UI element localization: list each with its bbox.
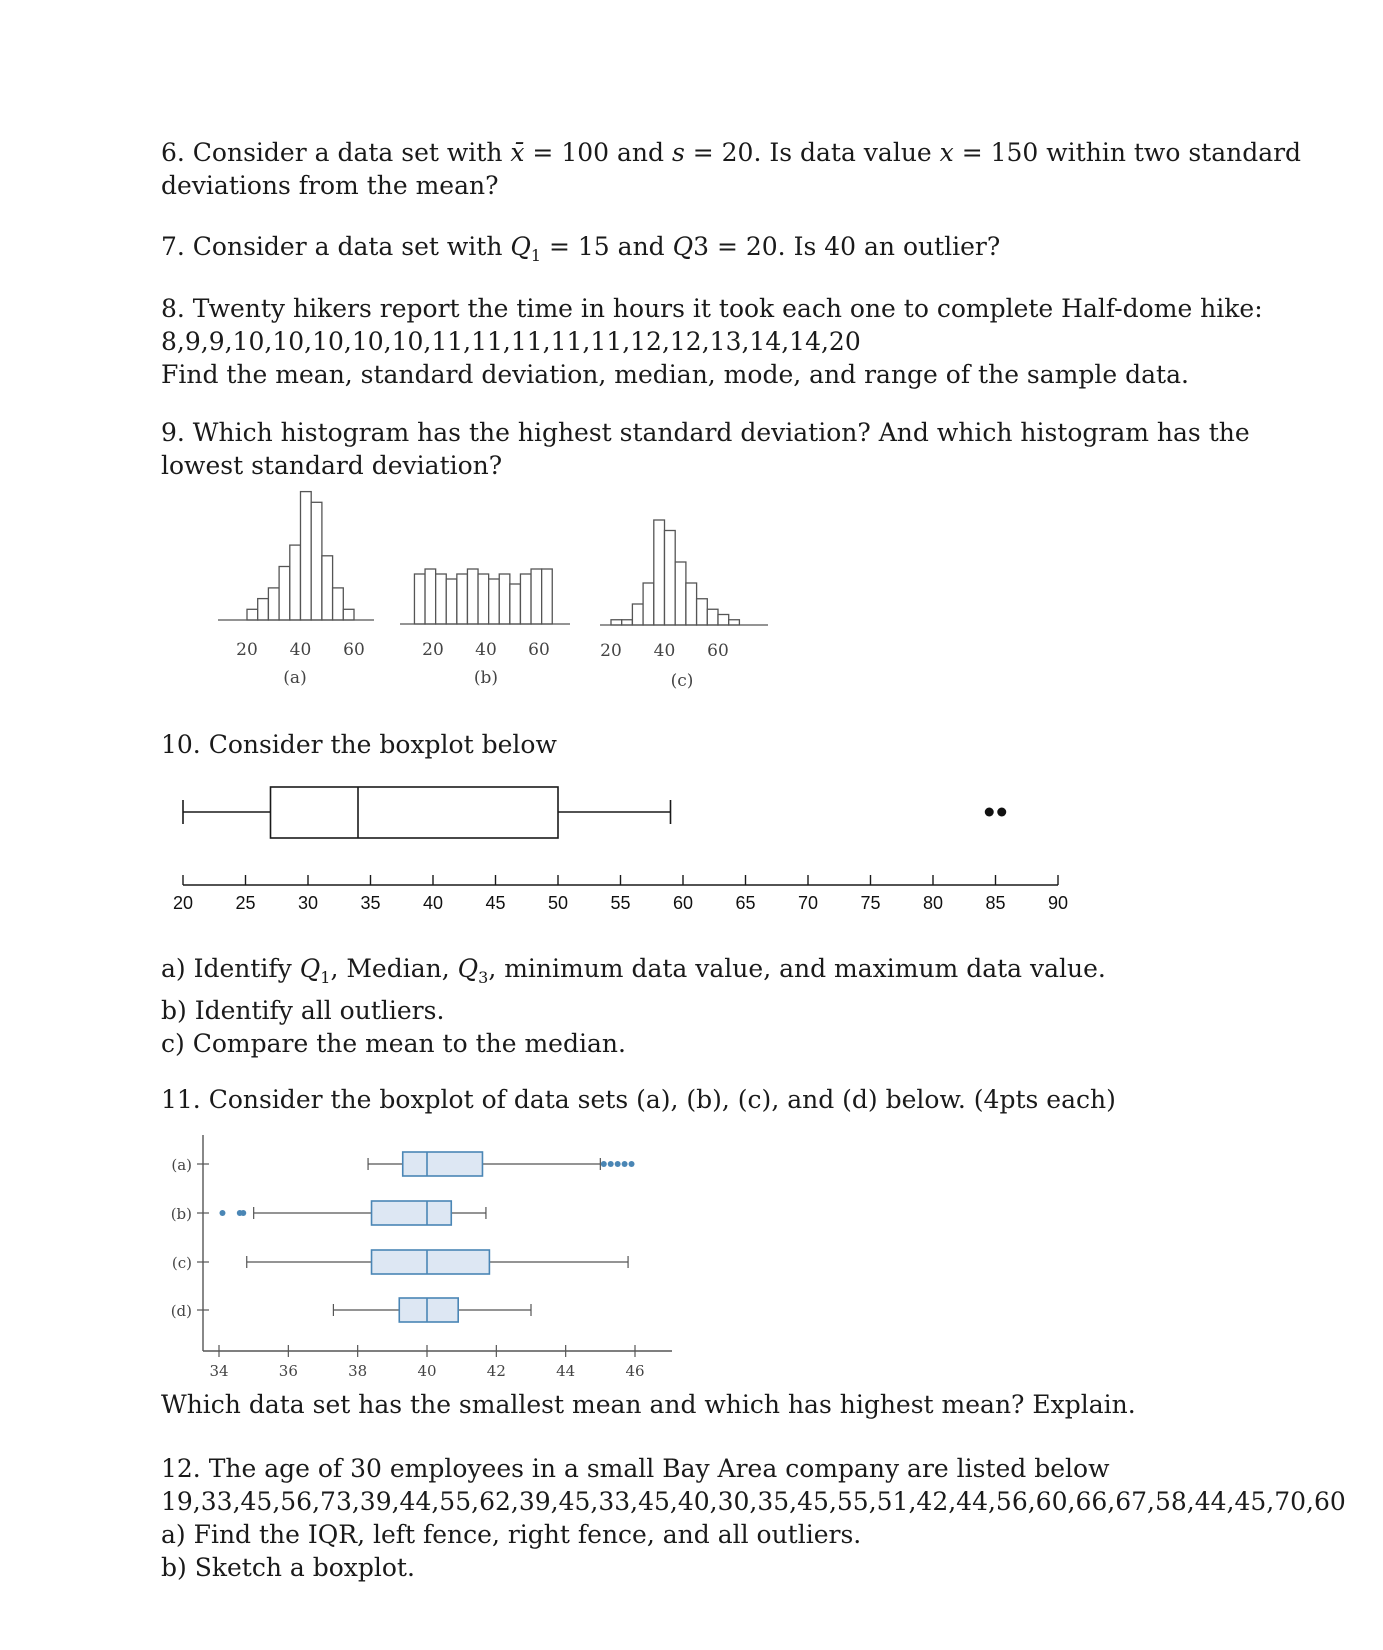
histogram-bar	[654, 520, 665, 625]
q6-line-2: deviations from the mean?	[161, 171, 499, 200]
histogram-bar	[333, 588, 344, 620]
employee-ages: 19,33,45,56,73,39,44,55,62,39,45,33,45,40,30,35,45,55,51,42,44,56,60,66,67,58,44,45,70,60	[161, 1487, 1346, 1516]
box-iqr	[403, 1152, 483, 1176]
histogram-bar	[247, 609, 258, 620]
histogram-bar	[268, 588, 279, 620]
question-9: 9. Which histogram has the highest standard deviation? And which histogram has the lowest standard deviation?	[161, 418, 1250, 480]
histogram-tick-label: 20	[236, 640, 258, 660]
histogram-bar	[531, 569, 542, 624]
histogram-tick-label: 20	[600, 641, 622, 661]
histogram-bar	[643, 583, 654, 625]
histogram-label: (a)	[283, 668, 307, 688]
histogram-tick-label: 60	[707, 641, 729, 661]
axis-tick-label: 30	[297, 893, 319, 913]
question-10-parts: a) Identify $Q_1$, Median, $Q_3$, minimum data value, and maximum data value. b) Identify all outliers. c) Compare the mean to the median.	[161, 954, 1106, 1058]
axis-tick-label: 20	[172, 893, 194, 913]
question-11-title: 11. Consider the boxplot of data sets (a), (b), (c), and (d) below. (4pts each)	[161, 1085, 1116, 1114]
outlier-point	[608, 1161, 614, 1167]
series-label: (c)	[171, 1254, 192, 1272]
histogram-bar	[542, 569, 553, 624]
outlier-point	[601, 1161, 607, 1167]
histogram-bar	[322, 556, 333, 620]
histogram-bar	[622, 620, 633, 625]
histogram-bar	[489, 579, 500, 624]
series-label: (b)	[170, 1205, 192, 1223]
histogram-bar	[414, 574, 425, 624]
series-label: (d)	[170, 1302, 192, 1320]
histogram-bar	[258, 599, 269, 620]
outlier-point	[985, 808, 994, 817]
outlier-point	[622, 1161, 628, 1167]
question-11-prompt: Which data set has the smallest mean and which has highest mean? Explain.	[161, 1390, 1136, 1419]
histogram-bar	[446, 579, 457, 624]
x-bar: x̄	[510, 138, 525, 167]
axis-tick-label: 50	[547, 893, 569, 913]
axis-tick-label: 36	[278, 1362, 298, 1380]
axis-tick-label: 70	[797, 893, 819, 913]
histogram-bar	[707, 609, 718, 625]
histogram-bar	[686, 583, 697, 625]
question-10-title: 10. Consider the boxplot below	[161, 730, 557, 759]
box-iqr	[271, 787, 559, 838]
axis-tick-label: 75	[860, 893, 881, 913]
axis-tick-label: 45	[485, 893, 506, 913]
histogram-bar	[279, 567, 290, 621]
histogram-b	[400, 569, 570, 688]
histogram-label: (b)	[473, 668, 499, 688]
outlier-point	[629, 1161, 635, 1167]
histogram-bar	[457, 574, 468, 624]
question-8: 8. Twenty hikers report the time in hours it took each one to complete Half-dome hike: 8,9,9,10,10,10,10,10,11,11,11,11,11,12,12,13,14,14,20 Find the mean, standard deviation, median, mode, and range of the sample data.	[161, 294, 1263, 389]
axis-tick-label: 55	[610, 893, 631, 913]
histogram-bar	[311, 502, 322, 620]
axis-tick-label: 46	[625, 1362, 645, 1380]
outlier-point	[219, 1210, 225, 1216]
histogram-bar	[718, 615, 729, 626]
histogram-tick-label: 40	[475, 640, 497, 660]
histogram-tick-label: 60	[343, 640, 365, 660]
histogram-bar	[697, 599, 708, 625]
histogram-bar	[520, 574, 531, 624]
axis-tick-label: 44	[556, 1362, 576, 1380]
histogram-bar	[478, 574, 489, 624]
outlier-point	[615, 1161, 621, 1167]
histogram-bar	[467, 569, 478, 624]
axis-tick-label: 34	[209, 1362, 229, 1380]
histogram-c	[600, 520, 768, 691]
axis-tick-label: 65	[735, 893, 756, 913]
histogram-tick-label: 40	[653, 641, 676, 661]
axis-tick-label: 25	[235, 893, 256, 913]
question-7: 7. Consider a data set with $Q_1 = 15$ and Q3 = 20. Is 40 an outlier?	[161, 232, 1001, 265]
question-12: 12. The age of 30 employees in a small Bay Area company are listed below 19,33,45,56,73,39,44,55,62,39,45,33,45,40,30,35,45,55,51,42,44,56,60,66,67,58,44,45,70,60 a) Find the IQR, left fence, right fence, and all outliers. b) Sketch a boxplot.	[161, 1454, 1346, 1582]
box-iqr	[399, 1298, 458, 1322]
axis-tick-label: 40	[417, 1362, 437, 1380]
histogram-tick-label: 60	[528, 640, 550, 660]
histogram-bar	[632, 604, 643, 625]
histogram-bar	[425, 569, 436, 624]
histogram-bar	[301, 492, 312, 620]
series-label: (a)	[171, 1156, 192, 1174]
histogram-tick-label: 20	[422, 640, 444, 660]
histogram-label: (c)	[670, 671, 694, 691]
histogram-bar	[729, 620, 740, 625]
axis-tick-label: 85	[985, 893, 1006, 913]
histogram-tick-label: 40	[289, 640, 312, 660]
axis-tick-label: 35	[360, 893, 381, 913]
histogram-bar	[675, 562, 686, 625]
histogram-bar	[499, 574, 510, 624]
boxplot-q11	[0, 1120, 1383, 1380]
histogram-bar	[510, 584, 521, 624]
outlier-point	[997, 808, 1006, 817]
histogram-a	[218, 492, 374, 688]
boxplot-q10	[0, 760, 1383, 940]
histograms-figure	[0, 0, 1383, 720]
axis-tick-label: 60	[672, 893, 694, 913]
axis-tick-label: 80	[922, 893, 944, 913]
histogram-bar	[611, 620, 622, 625]
axis-tick-label: 90	[1047, 893, 1069, 913]
axis-tick-label: 40	[422, 893, 444, 913]
histogram-bar	[343, 609, 354, 620]
histogram-bar	[436, 574, 447, 624]
histogram-bar	[665, 531, 676, 626]
q6-line-1: 6. Consider a data set with x̄ = 100 and s = 20. Is data value x = 150 within two standard	[161, 138, 1302, 167]
hiker-data: 8,9,9,10,10,10,10,10,11,11,11,11,11,12,12,13,14,14,20	[161, 327, 861, 356]
box-iqr	[372, 1250, 490, 1274]
outlier-point	[240, 1210, 246, 1216]
axis-tick-label: 42	[486, 1362, 506, 1380]
histogram-bar	[290, 545, 301, 620]
box-iqr	[372, 1201, 452, 1225]
axis-tick-label: 38	[348, 1362, 368, 1380]
